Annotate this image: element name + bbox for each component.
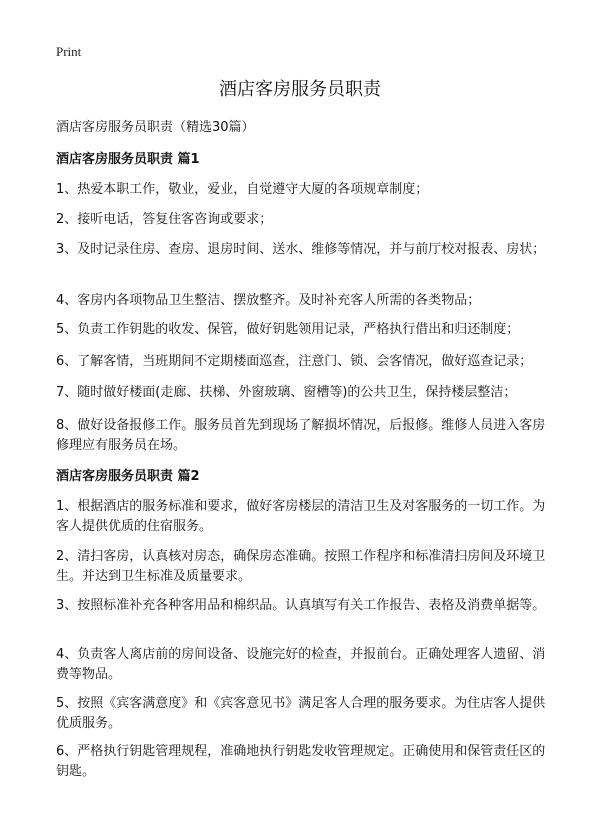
section-1-item-7: 7、随时做好楼面(走廊、扶梯、外窗玻璃、窗槽等)的公共卫生，保持楼层整洁；: [56, 385, 517, 400]
section-1-item-4: 4、客房内各项物品卫生整洁、摆放整齐。及时补充客人所需的各类物品；: [56, 293, 481, 308]
section-2-item-1: 1、根据酒店的服务标准和要求，做好客房楼层的清洁卫生及对客服务的一切工作。为客人提供优质的住宿服务。: [56, 499, 546, 534]
section-1-item-6: 6、了解客情，当班期间不定期楼面巡查，注意门、锁、会客情况，做好巡查记录；: [56, 354, 533, 369]
section-1-item-1: 1、热爱本职工作，敬业，爱业，自觉遵守大厦的各项规章制度；: [56, 182, 429, 197]
document-subtitle: 酒店客房服务员职责（精选30篇）: [56, 120, 255, 135]
section-2-item-6: 6、严格执行钥匙管理规程，准确地执行钥匙发收管理规定。正确使用和保管责任区的钥匙。: [56, 744, 546, 779]
document-title: 酒店客房服务员职责: [219, 79, 381, 100]
section-heading-2: 酒店客房服务员职责 篇2: [56, 469, 200, 484]
section-1-item-2: 2、接听电话，答复住客咨询或要求；: [56, 212, 273, 227]
section-2-item-4: 4、负责客人离店前的房间设备、设施完好的检查，并报前台。正确处理客人遗留、消费等物品。: [56, 647, 546, 682]
section-1-item-8: 8、做好设备报修工作。服务员首先到现场了解损坏情况，后报修。维修人员进入客房修理应有服务员在场。: [56, 418, 546, 453]
section-2-item-2: 2、清扫客房，认真核对房态，确保房态准确。按照工作程序和标准清扫房间及环境卫生。并达到卫生标准及质量要求。: [56, 549, 546, 584]
section-1-item-3: 3、及时记录住房、查房、退房时间、送水、维修等情况，并与前厅校对报表、房状；: [56, 242, 546, 257]
section-heading-1: 酒店客房服务员职责 篇1: [56, 152, 200, 167]
section-2-item-3: 3、按照标准补充各种客用品和棉织品。认真填写有关工作报告、表格及消费单据等。: [56, 598, 546, 613]
print-label: Print: [56, 44, 82, 59]
section-1-item-5: 5、负责工作钥匙的收发、保管，做好钥匙领用记录，严格执行借出和归还制度；: [56, 322, 520, 337]
section-2-item-5: 5、按照《宾客满意度》和《宾客意见书》满足客人合理的服务要求。为住店客人提供优质服务。: [56, 696, 546, 731]
